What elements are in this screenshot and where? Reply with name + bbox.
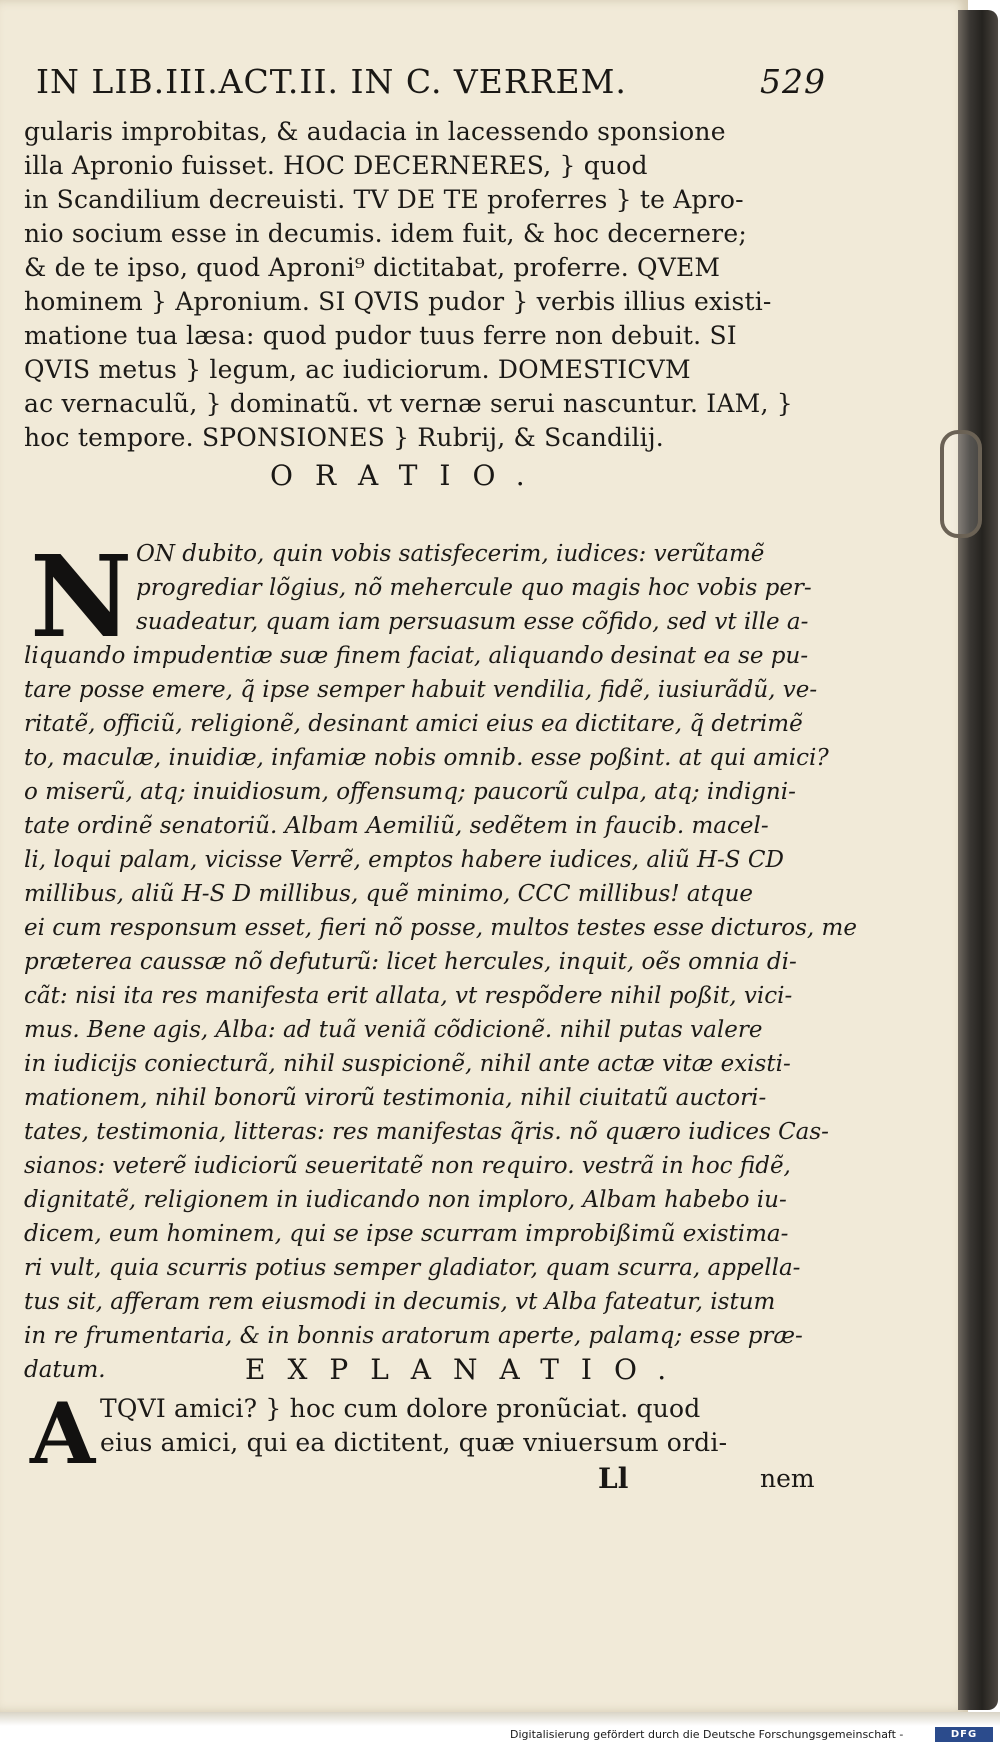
page-number: 529 — [760, 62, 826, 101]
explanatio-drop-cap: A — [30, 1384, 96, 1483]
oratio-line: in iudicijs coniecturã, nihil suspicionẽ, nihil ante actæ vitæ existi- — [24, 1051, 791, 1077]
oratio-line: in re frumentaria, & in bonnis aratorum aperte, palamq; esse præ- — [24, 1323, 803, 1349]
oratio-line: dignitatẽ, religionem in iudicando non imploro, Albam habebo iu- — [24, 1187, 787, 1213]
oratio-line: li, loqui palam, vicisse Verrẽ, emptos habere iudices, aliũ H-S CD — [24, 847, 784, 873]
book-fore-edge — [958, 10, 998, 1710]
oratio-line: ri vult, quia scurris potius semper gladiator, quam scurra, appella- — [24, 1255, 801, 1281]
oratio-line: to, maculæ, inuidiæ, infamiæ nobis omnib. esse poßint. at qui amici? — [24, 745, 829, 771]
oratio-line: ON dubito, quin vobis satisfecerim, iudices: verũtamẽ — [136, 541, 765, 567]
commentary-line: illa Apronio fuisset. HOC DECERNERES, } quod — [24, 151, 648, 180]
oratio-drop-cap: N — [30, 532, 133, 663]
commentary-line: hominem } Apronium. SI QVIS pudor } verbis illius existi- — [24, 287, 772, 316]
page-shadow — [0, 1712, 1000, 1726]
digitization-credit: Digitalisierung gefördert durch die Deutsche Forschungsgemeinschaft - — [510, 1728, 904, 1741]
commentary-line: & de te ipso, quod Aproni⁹ dictitabat, proferre. QVEM — [24, 253, 721, 282]
commentary-line: in Scandilium decreuisti. TV DE TE proferres } te Apro- — [24, 185, 744, 214]
explanatio-heading: EXPLANATIO. — [245, 1353, 689, 1386]
oratio-line: tare posse emere, q̃ ipse semper habuit vendilia, fidẽ, iusiurãdũ, ve- — [24, 677, 818, 703]
oratio-line: datum. — [24, 1357, 106, 1383]
signature-mark: Ll — [598, 1462, 629, 1495]
oratio-line: millibus, aliũ H-S D millibus, quẽ minimo, CCC millibus! atque — [24, 881, 753, 907]
commentary-line: gularis improbitas, & audacia in lacessendo sponsione — [24, 117, 726, 146]
explanatio-line: TQVI amici? } hoc cum dolore pronũciat. quod — [100, 1394, 701, 1423]
oratio-line: tus sit, afferam rem eiusmodi in decumis, vt Alba fateatur, istum — [24, 1289, 776, 1315]
commentary-line: QVIS metus } legum, ac iudiciorum. DOMESTICVM — [24, 355, 691, 384]
oratio-heading: ORATIO. — [270, 459, 547, 492]
commentary-line: matione tua læsa: quod pudor tuus ferre non debuit. SI — [24, 321, 737, 350]
oratio-line: mus. Bene agis, Alba: ad tuã veniã cõdicionẽ. nihil putas valere — [24, 1017, 763, 1043]
oratio-line: tates, testimonia, litteras: res manifestas q̃ris. nõ quæro iudices Cas- — [24, 1119, 829, 1145]
oratio-line: suadeatur, quam iam persuasum esse cõfido, sed vt ille a- — [136, 609, 809, 635]
oratio-line: mationem, nihil bonorũ virorũ testimonia, nihil ciuitatũ auctori- — [24, 1085, 767, 1111]
commentary-line: nio socium esse in decumis. idem fuit, & hoc decernere; — [24, 219, 747, 248]
oratio-line: o miserũ, atq; inuidiosum, offensumq; paucorũ culpa, atq; indigni- — [24, 779, 796, 805]
oratio-line: progrediar lõgius, nõ mehercule quo magis hoc vobis per- — [136, 575, 812, 601]
commentary-line: hoc tempore. SPONSIONES } Rubrij, & Scandilij. — [24, 423, 664, 452]
oratio-line: sianos: veterẽ iudiciorũ seueritatẽ non requiro. vestrã in hoc fidẽ, — [24, 1153, 791, 1179]
oratio-line: dicem, eum hominem, qui se ipse scurram improbißimũ existima- — [24, 1221, 789, 1247]
catchword: nem — [760, 1464, 815, 1493]
clasp-loop — [940, 430, 982, 538]
explanatio-line: eius amici, qui ea dictitent, quæ vniuersum ordi- — [100, 1428, 728, 1457]
oratio-line: cãt: nisi ita res manifesta erit allata, vt respõdere nihil poßit, vici- — [24, 983, 793, 1009]
dfg-logo: DFG — [935, 1727, 993, 1742]
oratio-line: præterea caussæ nõ defuturũ: licet hercules, inquit, oẽs omnia di- — [24, 949, 797, 975]
running-head — [36, 62, 826, 101]
commentary-line: ac vernaculũ, } dominatũ. vt vernæ serui nascuntur. IAM, } — [24, 389, 793, 418]
running-head-title: IN LIB.III.ACT.II. IN C. VERREM. — [36, 62, 627, 101]
oratio-line: ritatẽ, officiũ, religionẽ, desinant amici eius ea dictitare, q̃ detrimẽ — [24, 711, 803, 737]
oratio-line: tate ordinẽ senatoriũ. Albam Aemiliũ, sedẽtem in faucib. macel- — [24, 813, 769, 839]
oratio-line: ei cum responsum esset, fieri nõ posse, multos testes esse dicturos, me — [24, 915, 857, 941]
oratio-line: liquando impudentiæ suæ finem faciat, aliquando desinat ea se pu- — [24, 643, 809, 669]
